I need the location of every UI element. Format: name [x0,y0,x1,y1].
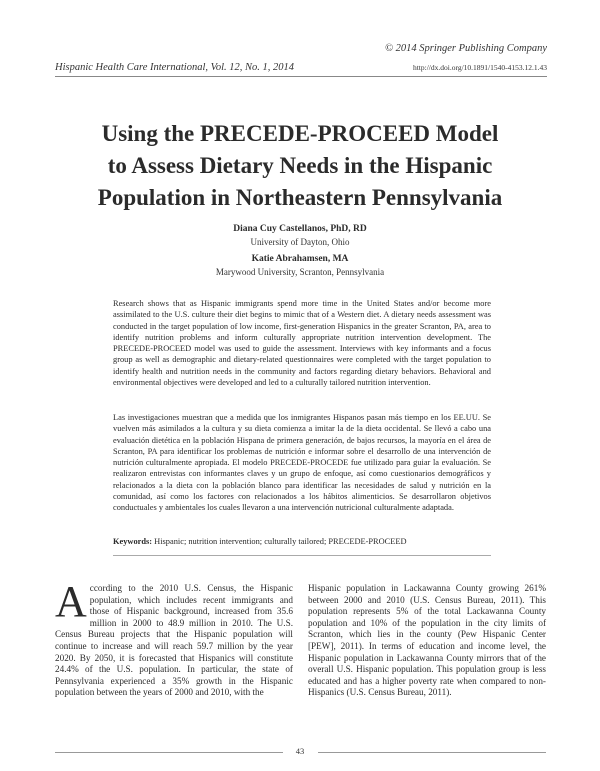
body-column-right: Hispanic population in Lackawanna County growing 261% between 2000 and 2010 (U.S. Census Bureau, 2011). This population represents 5% of the total Lackawanna County population and 10% of the population in the city limits of Scranton, which lies in the county (Pew Hispanic Center [PEW], 2011). In terms of education and income level, the Hispanic population in Lackawanna County mirrors that of the overall U.S. Hispanic population. This population group is less educated and has a higher poverty rate when compared to non-Hispanics (U.S. Census Bureau, 2011). [308,583,546,698]
abstract-spanish: Las investigaciones muestran que a medida que los inmigrantes Hispanos pasan más tiempo en los EE.UU. Se vuelven más asimilados a la cultura y su dieta comienza a imitar la de la dieta occidental. Se llevó a cabo una evaluación dietética en la población Hispana de primera generación, de bajos recursos, la mayoría en el área de Scranton, PA para identificar los problemas de nutrición e informar sobre el desarrollo de una intervención de nutrición culturalmente apropiada. El modelo PRECEDE-PROCEDE fue utilizado para guiar la evaluación. Se realizaron entrevistas con informantes claves y un grupo de enfoque, así como cuestionarios demográficos y relacionados a la dieta con la población blanco para identificar las necesidades de salud y nutrición en la comunidad, así como los factores con relacionados a los hábitos alimenticios. Se desarrollaron objetivos conductuales y ambientales los cuales llevaron a una intervención nutricional culturalmente adaptada. [113,413,491,513]
drop-cap: A [55,577,87,626]
body-left-text: ccording to the 2010 U.S. Census, the Hispanic population, which includes recent immigrants and those of Hispanic background, increased from 35.6 million in 2000 to 48.9 million in 2010. The U.S. Census Bureau projects that the Hispanic population will continue to increase and will reach 59.7 million by the year 2020. By 2050, it is forecasted that Hispanics will constitute 24.4% of the U.S. population. In particular, the state of Pennsylvania experienced a 35% growth in the Hispanic population between the years of 2000 and 2010, with the [55,583,293,698]
title-line-3: Population in Northeastern Pennsylvania [97,185,503,210]
author-name-2: Katie Abrahamsen, MA [251,254,349,264]
footer-rule-right [318,752,546,753]
author-name-1: Diana Cuy Castellanos, PhD, RD [233,224,367,234]
keywords-divider [113,555,491,556]
title-line-1: Using the PRECEDE-PROCEED Model [101,121,499,146]
keywords-list: Hispanic; nutrition intervention; culturally tailored; PRECEDE-PROCEED [154,537,407,546]
header-divider [55,76,547,77]
author-affiliation-2: Marywood University, Scranton, Pennsylvania [215,267,385,277]
title-line-2: to Assess Dietary Needs in the Hispanic [107,153,493,178]
journal-citation: Hispanic Health Care International, Vol. 12, No. 1, 2014 [55,62,295,73]
doi-link[interactable]: http://dx.doi.org/10.1891/1540-4153.12.1.43 [412,63,547,72]
body-column-left [55,577,293,699]
author-affiliation-1: University of Dayton, Ohio [250,237,350,247]
page-number: 43 [295,746,305,756]
copyright-notice: © 2014 Springer Publishing Company [385,43,547,54]
abstract-english: Research shows that as Hispanic immigrants spend more time in the United States and/or become more assimilated to the U.S. culture their diet begins to mimic that of a Western diet. A dietary needs assessment was conducted in the target population of low income, first-generation Hispanics in the greater Scranton, PA, area to identify nutrition problems and inform culturally appropriate nutrition intervention development. The PRECEDE-PROCEED model was used to guide the assessment. Interviews with key informants and a focus group as well as demographic and dietary-related questionnaires were completed with the target population to identify health and nutrition needs in the community and factors regarding dietary behaviors. Behavioral and environmental objectives were developed and led to a culturally tailored nutrition intervention. [113,299,491,388]
article-title [40,118,560,214]
keywords [113,537,493,546]
keywords-label: Keywords: [113,537,153,546]
